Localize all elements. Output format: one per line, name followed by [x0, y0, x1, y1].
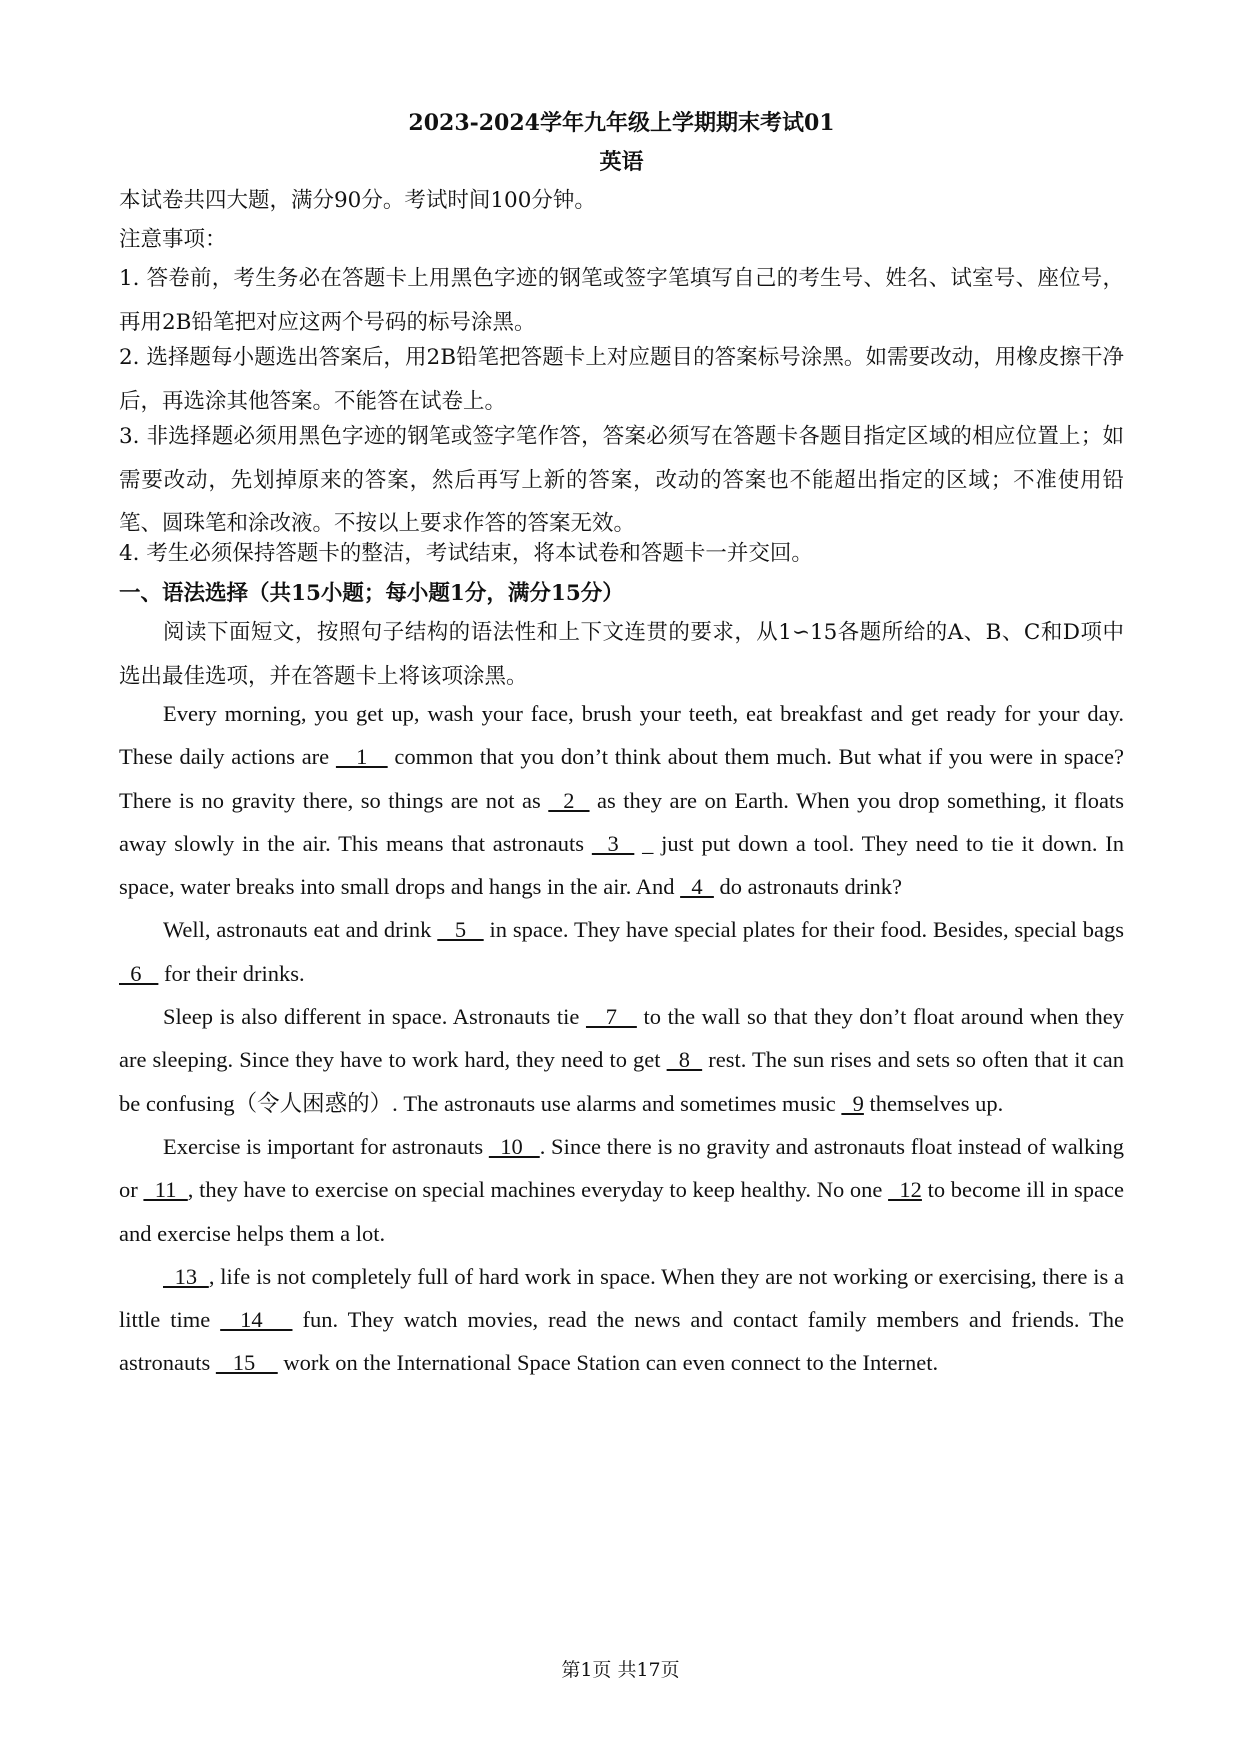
passage-text: work on the International Space Station can even connect to the Internet.	[277, 1350, 939, 1376]
passage-text: to the wall so that they don’t float around when they are sleeping. Since they have to work hard, they need to get	[119, 1004, 1125, 1073]
blank-10: 10	[488, 1133, 540, 1159]
passage-text: Sleep is also different in space. Astronauts tie	[163, 1004, 586, 1030]
reading-passage	[119, 692, 1124, 1385]
passage-text: for their drinks.	[158, 960, 305, 986]
blank-3: 3	[591, 830, 635, 856]
blank-11: 11	[143, 1177, 188, 1203]
blank-1: 1	[335, 744, 388, 770]
passage-text: . Since there is no gravity and astronauts float instead of walking or	[119, 1133, 1124, 1203]
blank-15: 15	[215, 1350, 278, 1376]
passage-text: , life is not completely full of hard work in space. When they are not working or exercising, there is a little time	[119, 1263, 1125, 1333]
blank-7: 7	[585, 1004, 637, 1030]
passage-text: do astronauts drink?	[713, 874, 902, 900]
passage-paragraph-5	[119, 1255, 1124, 1385]
blank-14: 14	[220, 1307, 293, 1333]
passage-text: _ just put down a tool. They need to tie it down. In space, water breaks into small drops and hangs in the air. And	[119, 830, 1125, 900]
exam-title: 2023-2024学年九年级上学期期末考试01	[408, 110, 835, 136]
note-3: 3. 非选择题必须用黑色字迹的钢笔或签字笔作答，答案必须写在答题卡各题目指定区域的相应位置上；如需要改动，先划掉原来的答案，然后再写上新的答案，改动的答案也不能超出指定的区域；不准使用铅笔、圆珠笔和涂改液。不按以上要求作答的答案无效。	[119, 424, 1124, 536]
blank-4: 4	[680, 874, 714, 900]
blank-6: 6	[119, 960, 159, 986]
passage-text: in space. They have special plates for their food. Besides, special bags	[483, 917, 1124, 943]
notice-heading: 注意事项：	[119, 227, 227, 252]
blank-5: 5	[437, 917, 484, 943]
blank-8: 8	[666, 1047, 703, 1073]
subject-title: 英语	[599, 149, 644, 175]
passage-paragraph-2	[119, 908, 1124, 995]
passage-text: rest. The sun rises and sets so often that it can be confusing（令人困惑的）. The astronauts use alarms and sometimes music	[119, 1047, 1125, 1116]
passage-paragraph-4	[119, 1125, 1124, 1255]
passage-text: Every morning, you get up, wash your face, brush your teeth, eat breakfast and get ready for your day. These daily actions are	[119, 701, 1124, 770]
note-1: 1. 答卷前，考生务必在答题卡上用黑色字迹的钢笔或签字笔填写自己的考生号、姓名、试室号、座位号，再用2B铅笔把对应这两个号码的标号涂黑。	[119, 266, 1124, 335]
blank-12: 12	[888, 1177, 922, 1203]
passage-text: themselves up.	[863, 1090, 1004, 1116]
exam-summary: 本试卷共四大题，满分90分。考试时间100分钟。	[119, 188, 596, 213]
passage-text: as they are on Earth. When you drop something, it floats away slowly in the air. This means that astronauts	[119, 787, 1125, 856]
note-4: 4. 考生必须保持答题卡的整洁，考试结束，将本试卷和答题卡一并交回。	[119, 541, 813, 566]
passage-paragraph-1	[119, 692, 1124, 908]
blank-2: 2	[548, 787, 590, 813]
passage-text: Well, astronauts eat and drink	[163, 917, 438, 943]
blank-13: 13	[163, 1263, 209, 1289]
passage-text: , they have to exercise on special machines everyday to keep healthy. No one	[187, 1177, 889, 1203]
passage-text: Exercise is important for astronauts	[163, 1133, 489, 1159]
page-footer: 第1页 共17页	[561, 1659, 680, 1681]
note-2: 2. 选择题每小题选出答案后，用2B铅笔把答题卡上对应题目的答案标号涂黑。如需要改动，用橡皮擦干净后，再选涂其他答案。不能答在试卷上。	[119, 345, 1124, 414]
passage-text: fun. They watch movies, read the news and contact family members and friends. The astronauts	[119, 1307, 1125, 1376]
blank-9: 9	[841, 1090, 864, 1116]
passage-text: to become ill in space and exercise helps them a lot.	[119, 1177, 1124, 1246]
passage-text: common that you don’t think about them much. But what if you were in space? There is no gravity there, so things are not as	[119, 744, 1124, 813]
passage-paragraph-3	[119, 995, 1124, 1125]
section-instruction: 阅读下面短文，按照句子结构的语法性和上下文连贯的要求，从1∽15各题所给的A、B、C和D项中选出最佳选项，并在答题卡上将该项涂黑。	[119, 620, 1124, 689]
section-heading: 一、语法选择（共15小题；每小题1分，满分15分）	[119, 581, 624, 606]
